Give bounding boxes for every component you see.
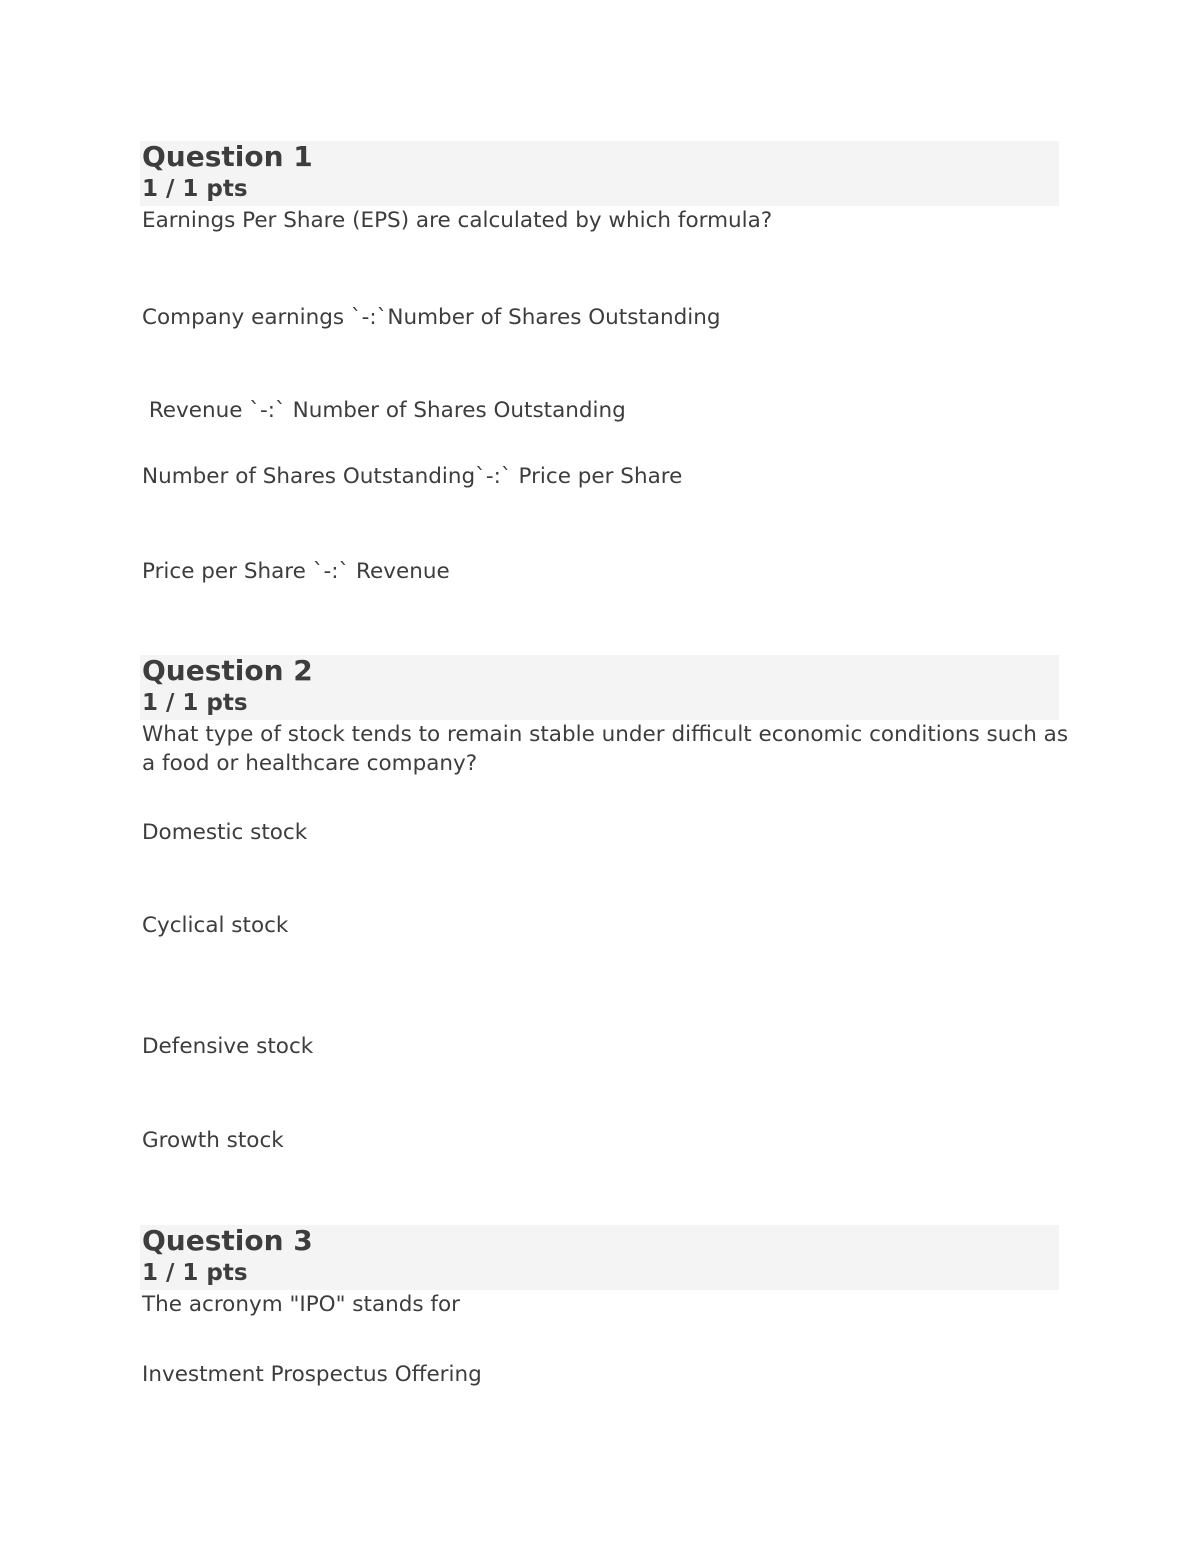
question-1-points: 1 / 1 pts [142, 176, 248, 202]
question-3-prompt: The acronym "IPO" stands for [142, 1292, 460, 1317]
question-1-header [140, 141, 1059, 206]
question-3-title: Question 3 [142, 1224, 313, 1257]
question-3-header [140, 1225, 1059, 1290]
question-2-header [140, 655, 1059, 720]
question-2-answer-2[interactable]: Cyclical stock [142, 913, 289, 938]
question-2-answer-4[interactable]: Growth stock [142, 1128, 284, 1153]
question-2-answer-3[interactable]: Defensive stock [142, 1034, 314, 1059]
question-1-title: Question 1 [142, 140, 313, 173]
question-3-points: 1 / 1 pts [142, 1260, 248, 1286]
question-1-prompt: Earnings Per Share (EPS) are calculated by which formula? [142, 208, 773, 233]
question-1-answer-4[interactable]: Price per Share `-:` Revenue [142, 559, 450, 584]
question-3-answer-1[interactable]: Investment Prospectus Offering [142, 1362, 482, 1387]
question-1-answer-3[interactable]: Number of Shares Outstanding`-:` Price per Share [142, 464, 683, 489]
question-2-title: Question 2 [142, 654, 313, 687]
question-1-answer-2[interactable]: Revenue `-:` Number of Shares Outstanding [142, 398, 626, 423]
question-2-answer-1[interactable]: Domestic stock [142, 820, 308, 845]
question-1-answer-1[interactable]: Company earnings `-:`Number of Shares Outstanding [142, 305, 721, 330]
question-2-prompt: What type of stock tends to remain stable under difficult economic conditions such as a food or healthcare company? [142, 722, 1069, 776]
question-2-points: 1 / 1 pts [142, 690, 248, 716]
